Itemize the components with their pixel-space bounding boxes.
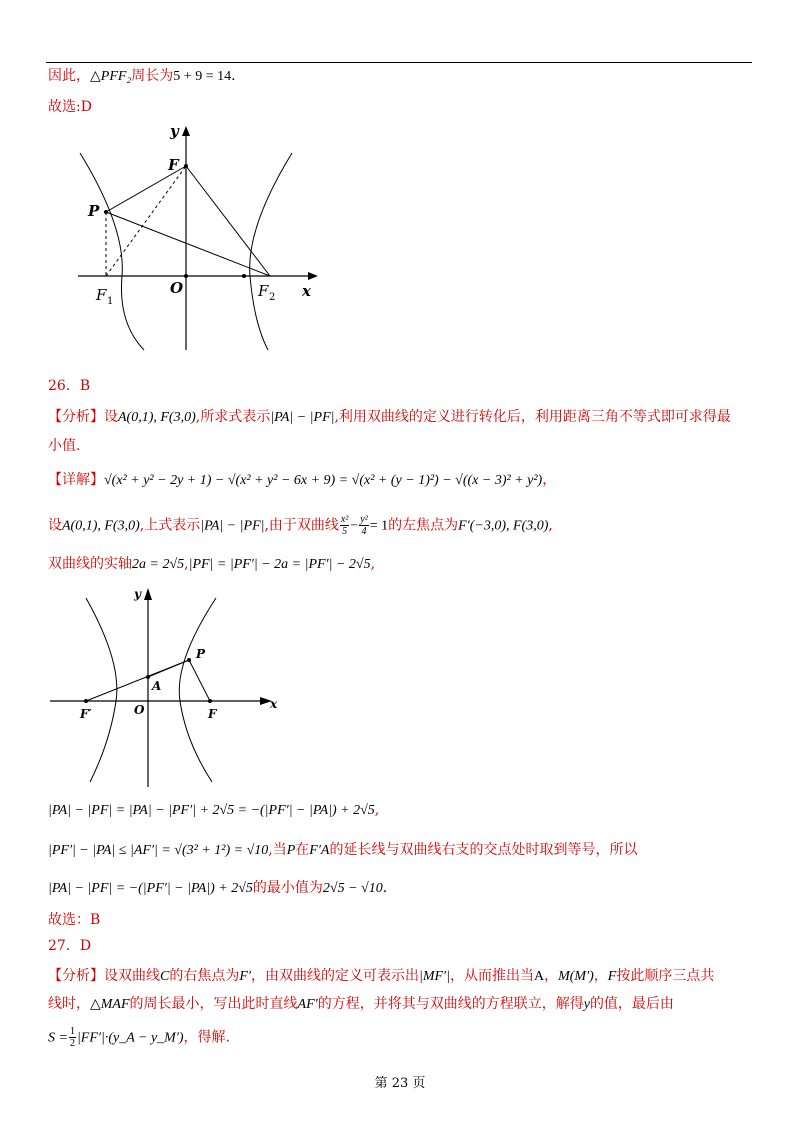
text-fragment: ，: [542, 472, 557, 488]
q27-analysis-line1: [48, 966, 714, 987]
text-fragment: .: [382, 880, 388, 896]
fraction-denominator: 2: [69, 1038, 75, 1049]
text-fragment: 设双曲线: [104, 968, 160, 984]
focus-symbol: F′: [239, 969, 251, 984]
fraction-numerator: 1: [69, 1026, 75, 1037]
q26-detail-line: [48, 470, 556, 491]
detail-equation: √(x² + y² − 2y + 1) − √(x² + y² − 6x + 9) = √(x² + (y − 1)²) − √((x − 3)² + y²): [104, 473, 543, 488]
curve-symbol: C: [160, 969, 170, 984]
text-fragment: 的右焦点为: [169, 968, 240, 984]
text-fragment: 的左焦点为: [388, 517, 459, 534]
foci-expr: F′(−3,0), F(3,0): [458, 518, 549, 534]
text-fragment: ,: [374, 802, 380, 818]
label-P: P: [196, 647, 206, 661]
q27-analysis-line2: [48, 994, 674, 1015]
label-O: O: [134, 703, 145, 717]
pf-expr: |PF| = |PF′| − 2a = |PF′| − 2√5: [188, 557, 371, 572]
text-fragment: ，: [544, 968, 559, 984]
text-fragment: 的延长线与双曲线右支的交点处时取到等号，所以: [329, 842, 638, 858]
conclusion-line: [48, 66, 236, 87]
q26-analysis-line1: [48, 407, 731, 428]
point-symbol: F: [607, 969, 617, 984]
point-symbol: A: [533, 969, 545, 984]
point-Fp: [84, 699, 88, 703]
area-symbol: S =: [48, 1030, 68, 1046]
q26-setup-line: [48, 514, 553, 537]
fraction-denominator: 5: [342, 526, 348, 537]
text-fragment: ,: [370, 556, 376, 572]
point-symbol: M(M′): [558, 969, 594, 984]
segment-AP: [148, 660, 189, 677]
points-expr: A(0,1), F(3,0): [118, 410, 196, 425]
point-symbol: P: [286, 843, 296, 858]
triangle-symbol: △MAF: [90, 997, 130, 1012]
label-P: P: [88, 202, 100, 220]
line-symbol: F′A: [309, 843, 330, 858]
hyperbola-figure-2: [46, 582, 286, 792]
inequality-expr: |PF′| − |PA| ≤ |AF′| = √(3² + 1²) = √10: [48, 843, 269, 858]
point-F: [184, 164, 188, 168]
text-fragment: ,当: [268, 842, 287, 858]
distance-expr: |MF′|: [418, 969, 450, 984]
label-x: x: [270, 697, 278, 711]
line-symbol: AF′: [297, 997, 318, 1012]
vertex-point: [242, 274, 246, 278]
point-P: [104, 210, 108, 214]
text-fragment: 在: [295, 842, 310, 858]
equals-one: = 1: [369, 518, 389, 534]
fraction-denominator: 4: [361, 526, 367, 537]
minus-sign: −: [350, 518, 359, 534]
point-P: [187, 658, 191, 662]
q26-transform-line: [48, 800, 379, 821]
label-F: F: [208, 707, 217, 721]
difference-expr: |PA| − |PF|: [200, 518, 265, 534]
real-axis-expr: 2a = 2√5: [132, 557, 185, 572]
triangle-symbol: △PFF₂: [90, 69, 132, 84]
label-x: x: [302, 282, 311, 300]
text-fragment: 线时，: [48, 996, 90, 1012]
text-fragment: ,: [184, 556, 189, 572]
text-fragment: ,利用双曲线的定义进行转化后，利用距离三角不等式即可求得最: [334, 409, 731, 425]
label-F1-sub: 1: [107, 296, 114, 307]
label-y: y: [170, 122, 179, 140]
point-O: [184, 274, 188, 278]
text-fragment: ，由双曲线的定义可表示出: [250, 968, 419, 984]
left-branch: [80, 153, 144, 350]
text-fragment: ，从而推出当: [449, 968, 534, 984]
text-fragment: 周长为: [131, 68, 174, 84]
points-expr: A(0,1), F(3,0): [62, 518, 140, 534]
text-fragment: 的值，最后由: [589, 996, 674, 1012]
q26-heading: 26．B: [48, 378, 91, 394]
hyperbola-figure-1: [60, 118, 330, 358]
variable-symbol: y: [583, 997, 590, 1012]
y-arrow-icon: [144, 588, 152, 600]
transform-expr: |PA| − |PF| = |PA| − |PF′| + 2√5 = −(|PF′| − |PA|) + 2√5: [48, 803, 375, 818]
text-fragment: ,所求式表示: [195, 409, 271, 425]
detail-tag: 【详解】: [48, 472, 104, 488]
text-fragment: ,上式表示: [139, 517, 201, 534]
text-fragment: 的周长最小，写出此时直线: [129, 996, 298, 1012]
q27-heading: 27．D: [48, 938, 92, 954]
q27-area-line: [48, 1026, 230, 1049]
text-fragment: 按此顺序三点共: [616, 968, 715, 984]
label-y: y: [134, 587, 141, 601]
y-arrow-icon: [182, 126, 190, 136]
fraction-x2-5: [340, 514, 349, 537]
choice-d-line: 故选:D: [48, 99, 92, 115]
q26-analysis-line2: 小值.: [48, 438, 81, 454]
q26-choice-line: 故选：B: [48, 912, 101, 928]
text-fragment: ，: [593, 968, 608, 984]
segment-PF: [189, 660, 210, 701]
text-fragment: 设: [104, 409, 118, 425]
text-fragment: 设: [48, 517, 62, 534]
text-fragment: 的最小值为: [252, 880, 323, 896]
fraction-y2-4: [359, 514, 368, 537]
label-F1: F: [96, 286, 107, 304]
analysis-tag: 【分析】: [48, 409, 104, 425]
fraction-numerator: y²: [360, 514, 368, 525]
q26-inequality-line: [48, 840, 637, 861]
perimeter-value: 5 + 9 = 14: [173, 69, 232, 84]
left-branch: [86, 598, 117, 782]
text-fragment: ,由于双曲线: [264, 517, 339, 534]
label-A: A: [152, 679, 162, 693]
text-fragment: ，得解.: [183, 1029, 230, 1046]
text-fragment: 的方程，并将其与双曲线的方程联立，解得: [317, 996, 584, 1012]
right-branch: [250, 153, 292, 350]
page-number: 第 23 页: [374, 1076, 426, 1091]
analysis-tag: 【分析】: [48, 968, 104, 984]
difference-expr: |PA| − |PF|: [270, 410, 335, 425]
fraction-numerator: x²: [340, 514, 349, 525]
label-F: F: [168, 156, 179, 174]
label-Fp: F′: [80, 707, 92, 721]
segment-F1F-dashed: [106, 166, 186, 276]
label-O: O: [170, 279, 184, 297]
area-expr: |FF′|·(y_A − y_M′): [76, 1030, 184, 1046]
text-fragment: 因此，: [48, 68, 90, 84]
text-fragment: 双曲线的实轴: [48, 556, 132, 572]
q26-minimum-line: [48, 878, 387, 899]
q26-real-axis-line: [48, 554, 375, 575]
x-arrow-icon: [308, 272, 318, 280]
point-F: [208, 699, 212, 703]
minimum-value: 2√5 − √10: [322, 881, 383, 896]
label-F2-sub: 2: [269, 292, 276, 303]
fraction-half: [69, 1026, 76, 1049]
minimum-expr: |PA| − |PF| = −(|PF′| − |PA|) + 2√5: [48, 881, 253, 896]
top-rule: [46, 62, 752, 63]
right-branch: [179, 598, 216, 782]
label-F2: F: [258, 282, 269, 300]
point-A: [146, 675, 150, 679]
text-fragment: ,: [548, 517, 553, 534]
text-fragment: .: [231, 68, 236, 84]
